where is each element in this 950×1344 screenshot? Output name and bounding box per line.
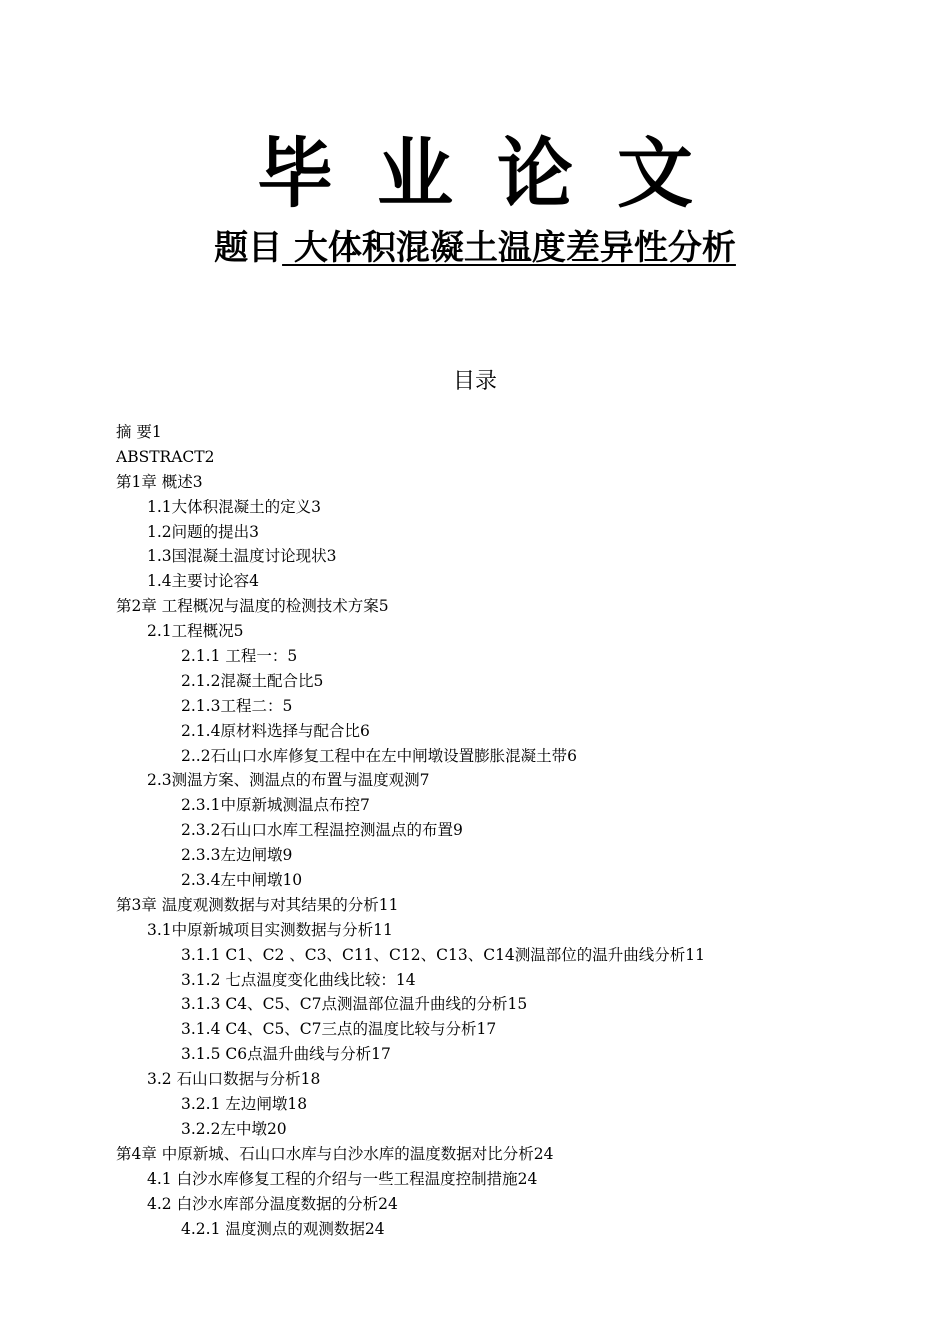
- thesis-title: 毕业论文: [257, 129, 737, 218]
- toc-entry[interactable]: 2.1.4原材料选择与配合比6: [181, 721, 370, 740]
- subject-prefix: 题目: [214, 228, 283, 268]
- toc-entry[interactable]: 3.2 石山口数据与分析18: [147, 1070, 321, 1089]
- toc-entry[interactable]: 2.1.1 工程一：5: [181, 647, 298, 666]
- toc-entry[interactable]: 2.3.1中原新城测温点布控7: [181, 796, 370, 815]
- toc-entry[interactable]: 第3章 温度观测数据与对其结果的分析11: [116, 895, 399, 914]
- toc-entry[interactable]: 3.1中原新城项目实测数据与分析11: [147, 920, 393, 939]
- toc-heading: 目录: [452, 369, 497, 394]
- toc-entry[interactable]: 3.1.3 C4、C5、C7点测温部位温升曲线的分析15: [181, 995, 528, 1014]
- toc-entry[interactable]: 2..2石山口水库修复工程中在左中闸墩设置膨胀混凝土带6: [181, 746, 577, 765]
- subject-topic: 大体积混凝土温度差异性分析: [282, 228, 736, 268]
- toc-entry[interactable]: 3.1.5 C6点温升曲线与分析17: [181, 1045, 391, 1064]
- toc-entry[interactable]: 2.1工程概况5: [147, 622, 244, 641]
- toc-entry[interactable]: ABSTRACT2: [116, 447, 215, 466]
- toc-entry[interactable]: 2.1.3工程二：5: [181, 696, 293, 715]
- toc-entry[interactable]: 1.4主要讨论容4: [147, 572, 260, 591]
- toc-entry[interactable]: 1.1大体积混凝土的定义3: [147, 497, 322, 516]
- toc-entry[interactable]: 1.3国混凝土温度讨论现状3: [147, 547, 337, 566]
- toc-entry[interactable]: 4.2 白沙水库部分温度数据的分析24: [147, 1194, 398, 1213]
- toc-entry[interactable]: 4.1 白沙水库修复工程的介绍与一些工程温度控制措施24: [147, 1169, 538, 1188]
- toc-entry[interactable]: 1.2问题的提出3: [147, 522, 260, 541]
- toc-entry[interactable]: 3.1.4 C4、C5、C7三点的温度比较与分析17: [181, 1020, 497, 1039]
- table-of-contents: [116, 420, 916, 1241]
- toc-entry[interactable]: 3.2.2左中墩20: [181, 1119, 287, 1138]
- toc-entry[interactable]: 4.2.1 温度测点的观测数据24: [181, 1219, 385, 1238]
- toc-entry[interactable]: 3.1.2 七点温度变化曲线比较：14: [181, 970, 416, 989]
- toc-entry[interactable]: 3.1.1 C1、C2 、C3、C11、C12、C13、C14测温部位的温升曲线分析11: [181, 945, 706, 964]
- toc-entry[interactable]: 3.2.1 左边闸墩18: [181, 1095, 308, 1114]
- toc-entry[interactable]: 2.3.3左边闸墩9: [181, 846, 293, 865]
- toc-entry[interactable]: 第1章 概述3: [116, 472, 203, 491]
- toc-entry[interactable]: 第2章 工程概况与温度的检测技术方案5: [116, 597, 389, 616]
- toc-entry[interactable]: 2.1.2混凝土配合比5: [181, 671, 324, 690]
- toc-entry[interactable]: 2.3测温方案、测温点的布置与温度观测7: [147, 771, 430, 790]
- toc-entry[interactable]: 第4章 中原新城、石山口水库与白沙水库的温度数据对比分析24: [116, 1144, 554, 1163]
- toc-entry[interactable]: 2.3.4左中闸墩10: [181, 871, 303, 890]
- toc-entry[interactable]: 摘 要1: [116, 423, 162, 441]
- toc-entry[interactable]: 2.3.2石山口水库工程温控测温点的布置9: [181, 821, 463, 840]
- thesis-subject: [0, 222, 950, 274]
